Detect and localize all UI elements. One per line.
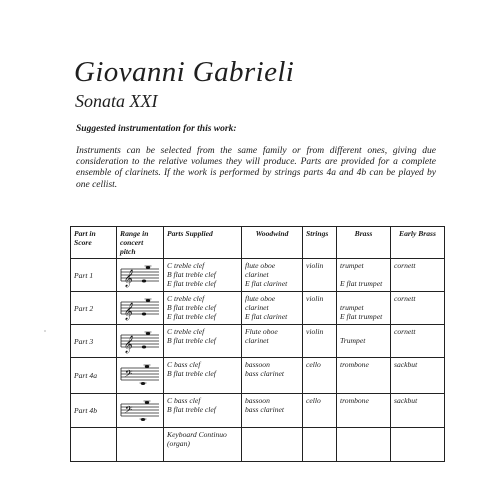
cell-line: trombone — [340, 360, 369, 369]
header-parts-supplied: Parts Supplied — [164, 227, 242, 259]
early-brass-cell — [391, 259, 445, 292]
strings-cell — [303, 358, 337, 394]
brass-cell — [337, 428, 391, 462]
cell-line: bass clarinet — [245, 369, 285, 378]
parts-supplied-cell — [164, 358, 242, 394]
early-brass-label: sackbut — [394, 360, 418, 369]
cell-line: flute oboe — [245, 261, 276, 270]
cell-line: trumpet — [340, 303, 364, 312]
cell-line: E flat treble clef — [167, 279, 216, 288]
parts-supplied-cell — [164, 394, 242, 428]
strings-label: violin — [306, 294, 324, 303]
table-row — [71, 428, 445, 462]
cell-line: E flat clarinet — [245, 312, 288, 321]
part-cell — [71, 428, 117, 462]
instrumentation-notes: Instruments can be selected from the same family or from different ones, giving due consideration to the relative volumes they will produce. Parts are provided for a complete ensemble of clarinets. If the work is performed by strings parts 4a and 4b can be played by one cellist. — [76, 146, 436, 190]
range-cell — [117, 428, 164, 462]
range-cell — [117, 259, 164, 292]
early-brass-label: cornett — [394, 327, 416, 336]
early-brass-label: sackbut — [394, 396, 418, 405]
header-woodwind: Woodwind — [242, 227, 303, 259]
early-brass-cell — [391, 292, 445, 325]
instrumentation-heading: Suggested instrumentation for this work: — [76, 124, 237, 134]
work-title: Sonata XXI — [75, 91, 158, 111]
part-label: Part 4a — [74, 371, 97, 380]
parts-supplied-cell — [164, 259, 242, 292]
early-brass-label: cornett — [394, 294, 416, 303]
strings-cell — [303, 325, 337, 358]
cell-line: bassoon — [245, 360, 270, 369]
cell-line: Flute oboe — [245, 327, 278, 336]
early-brass-cell — [391, 358, 445, 394]
table-body — [71, 259, 445, 462]
header-part: Part in Score — [71, 227, 117, 259]
cell-line: Keyboard Continuo — [167, 430, 227, 439]
bass-clef-staff-icon — [120, 362, 160, 388]
cell-line: bassoon — [245, 396, 270, 405]
strings-cell — [303, 292, 337, 325]
strings-label: cello — [306, 360, 321, 369]
brass-cell — [337, 394, 391, 428]
range-cell — [117, 358, 164, 394]
cell-line: B flat treble clef — [167, 405, 216, 414]
woodwind-cell — [242, 325, 303, 358]
blank-line — [340, 294, 387, 303]
parts-supplied-cell — [164, 428, 242, 462]
part-cell — [71, 325, 117, 358]
early-brass-cell — [391, 428, 445, 462]
part-label: Part 2 — [74, 303, 94, 313]
cell-line: flute oboe — [245, 294, 276, 303]
scan-speck — [44, 330, 46, 332]
cell-line: B flat treble clef — [167, 303, 216, 312]
cell-line: C treble clef — [167, 261, 205, 270]
woodwind-cell — [242, 292, 303, 325]
early-brass-cell — [391, 325, 445, 358]
woodwind-cell — [242, 428, 303, 462]
cell-line: bass clarinet — [245, 405, 285, 414]
part-label: Part 4b — [74, 406, 97, 415]
cell-line: trombone — [340, 396, 369, 405]
brass-cell — [337, 292, 391, 325]
part-label: Part 1 — [74, 270, 94, 280]
early-brass-label: cornett — [394, 261, 416, 270]
part-label: Part 3 — [74, 336, 94, 346]
table-row — [71, 292, 445, 325]
table-row — [71, 394, 445, 428]
part-cell — [71, 259, 117, 292]
cell-line: (organ) — [167, 439, 190, 448]
woodwind-cell — [242, 259, 303, 292]
cell-line: E flat treble clef — [167, 312, 216, 321]
cell-line: B flat treble clef — [167, 369, 216, 378]
woodwind-cell — [242, 394, 303, 428]
svg-text:𝄞: 𝄞 — [123, 335, 132, 353]
instrumentation-table — [70, 226, 445, 462]
cell-line: E flat trumpet — [340, 279, 383, 288]
part-cell — [71, 358, 117, 394]
header-range: Range in concert pitch — [117, 227, 164, 259]
cell-line: E flat trumpet — [340, 312, 383, 321]
early-brass-cell — [391, 394, 445, 428]
svg-text:𝄢: 𝄢 — [123, 404, 131, 418]
cell-line: C treble clef — [167, 327, 205, 336]
part-cell — [71, 394, 117, 428]
cell-line: trumpet — [340, 261, 364, 270]
header-strings: Strings — [303, 227, 337, 259]
cell-line: C bass clef — [167, 360, 201, 369]
treble-clef-staff-icon — [120, 329, 160, 355]
brass-cell — [337, 325, 391, 358]
brass-cell — [337, 358, 391, 394]
cell-line: B flat treble clef — [167, 270, 216, 279]
woodwind-cell — [242, 358, 303, 394]
composer-name: Giovanni Gabrieli — [74, 56, 295, 88]
range-cell — [117, 325, 164, 358]
table-header-row — [71, 227, 445, 259]
svg-text:𝄞: 𝄞 — [123, 269, 132, 287]
range-cell — [117, 292, 164, 325]
parts-supplied-cell — [164, 292, 242, 325]
part-cell — [71, 292, 117, 325]
header-brass: Brass — [337, 227, 391, 259]
brass-cell — [337, 259, 391, 292]
strings-label: cello — [306, 396, 321, 405]
treble-clef-staff-icon — [120, 263, 160, 289]
cell-line: clarinet — [245, 270, 269, 279]
strings-cell — [303, 428, 337, 462]
blank-line — [340, 327, 387, 336]
range-cell — [117, 394, 164, 428]
table-row — [71, 325, 445, 358]
treble-clef-staff-icon — [120, 296, 160, 322]
header-early-brass: Early Brass — [391, 227, 445, 259]
strings-label: violin — [306, 327, 324, 336]
cell-line: clarinet — [245, 336, 269, 345]
strings-cell — [303, 259, 337, 292]
table-row — [71, 259, 445, 292]
parts-supplied-cell — [164, 325, 242, 358]
table-row — [71, 358, 445, 394]
cell-line: C treble clef — [167, 294, 205, 303]
cell-line: B flat treble clef — [167, 336, 216, 345]
cell-line: C bass clef — [167, 396, 201, 405]
strings-cell — [303, 394, 337, 428]
cell-line: clarinet — [245, 303, 269, 312]
svg-text:𝄢: 𝄢 — [123, 368, 131, 382]
strings-label: violin — [306, 261, 324, 270]
blank-line — [340, 270, 387, 279]
cell-line: E flat clarinet — [245, 279, 288, 288]
bass-clef-staff-icon — [120, 398, 160, 424]
svg-text:𝄞: 𝄞 — [123, 302, 132, 320]
cell-line: Trumpet — [340, 336, 366, 345]
